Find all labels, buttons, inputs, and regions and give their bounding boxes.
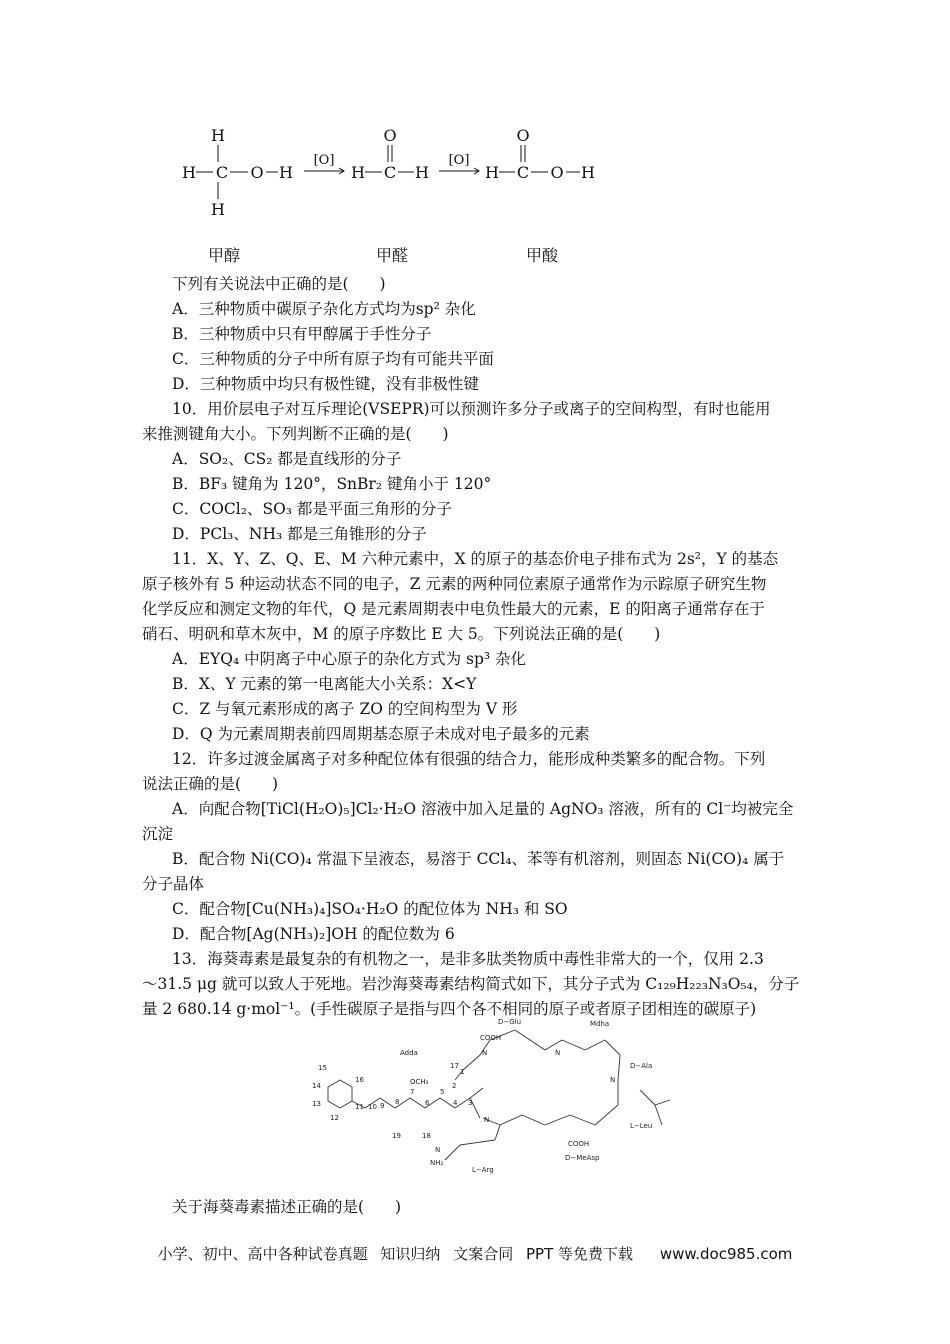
q12-line1: 12．许多过渡金属离子对多种配位体有很强的结合力，能形成种类繁多的配合物。下列	[172, 750, 766, 768]
q13-line1: 13．海葵毒素是最复杂的有机物之一，是非多肽类物质中毒性非常大的一个，仅用 2.3	[172, 950, 764, 968]
q10-line1: 10．用价层电子对互斥理论(VSEPR)可以预测许多分子或离子的空间构型，有时也能用	[172, 400, 771, 418]
q10-line2: 来推测键角大小。下列判断不正确的是( )	[142, 425, 449, 443]
label-och3: OCH₃	[410, 1078, 429, 1086]
num-5: 5	[440, 1088, 445, 1096]
q11-option-c: C．Z 与氧元素形成的离子 ZO 的空间构型为 V 形	[172, 700, 518, 718]
q10-option-b: B．BF₃ 键角为 120°，SnBr₂ 键角小于 120°	[172, 475, 492, 493]
footer-url-link[interactable]: www.doc985.com	[659, 1245, 793, 1263]
q10-option-a: A．SO₂、CS₂ 都是直线形的分子	[172, 450, 402, 468]
label-mdha: Mdha	[590, 1020, 610, 1028]
toxin-structure	[300, 1010, 680, 1180]
q11-option-b: B．X、Y 元素的第一电离能大小关系：X<Y	[172, 675, 477, 693]
label-formic-acid: 甲酸	[525, 246, 559, 265]
num-8: 8	[395, 1098, 400, 1106]
q13-stem: 关于海葵毒素描述正确的是( )	[172, 1198, 402, 1216]
toxin-svg	[300, 1010, 680, 1180]
q11-line3: 化学反应和测定文物的年代，Q 是元素周期表中电负性最大的元素，E 的阳离子通常存在于	[142, 600, 765, 618]
arrow2-label: [O]	[448, 153, 470, 168]
num-9: 9	[380, 1102, 385, 1110]
q11-line2: 原子核外有 5 种运动状态不同的电子，Z 元素的两种同位素原子通常作为示踪原子研究生物	[142, 575, 767, 593]
q11-line1: 11．X、Y、Z、Q、E、M 六种元素中，X 的原子的基态价电子排布式为 2s²，Y 的基态	[172, 550, 779, 568]
q11-line4: 硝石、明矾和草木灰中，M 的原子序数比 E 大 5。下列说法正确的是( )	[142, 625, 661, 643]
formaldehyde-h-left: H	[351, 163, 365, 182]
q12-option-d: D．配合物[Ag(NH₃)₂]OH 的配位数为 6	[172, 925, 455, 943]
q12-option-c: C．配合物[Cu(NH₃)₄]SO₄·H₂O 的配位体为 NH₃ 和 SO	[172, 900, 568, 918]
q9-option-c: C．三种物质的分子中所有原子均有可能共平面	[172, 350, 494, 368]
num-17: 17	[450, 1062, 459, 1070]
label-dmeasp: D−MeAsp	[565, 1154, 600, 1162]
scheme-svg	[160, 118, 620, 268]
methanol-c: C	[215, 163, 229, 182]
q12-option-b-line2: 分子晶体	[142, 875, 205, 893]
q9-option-a: A．三种物质中碳原子杂化方式均为sp² 杂化	[172, 300, 476, 318]
q12-option-a-line1: A．向配合物[TiCl(H₂O)₅]Cl₂·H₂O 溶液中加入足量的 AgNO₃ 溶液，所有的 Cl⁻均被完全	[172, 800, 794, 818]
label-dglu: D−Glu	[498, 1018, 522, 1026]
num-1: 1	[460, 1068, 465, 1076]
num-14: 14	[312, 1082, 321, 1090]
label-lleu: L−Leu	[630, 1122, 653, 1130]
num-7: 7	[410, 1088, 415, 1096]
label-cooh-1: COOH	[480, 1034, 502, 1042]
formaldehyde-h-right: H	[415, 163, 429, 182]
num-13: 13	[312, 1100, 321, 1108]
label-methanol: 甲醇	[207, 246, 241, 265]
oxidation-scheme	[160, 118, 620, 268]
methanol-o: O	[250, 163, 264, 182]
formic-h-left: H	[485, 163, 499, 182]
label-n-5: N	[435, 1146, 441, 1154]
q10-option-d: D．PCl₃、NH₃ 都是三角锥形的分子	[172, 525, 427, 543]
num-4: 4	[453, 1099, 458, 1107]
formic-o-top: O	[516, 126, 530, 145]
num-6: 6	[425, 1099, 430, 1107]
label-cooh-2: COOH	[568, 1140, 590, 1148]
label-larg: L−Arg	[472, 1166, 494, 1174]
footer	[0, 1243, 950, 1264]
q9-option-b: B．三种物质中只有甲醇属于手性分子	[172, 325, 432, 343]
label-dala: D−Ala	[630, 1062, 653, 1070]
label-n-4: N	[484, 1116, 490, 1124]
methanol-h-bottom: H	[211, 200, 225, 219]
formaldehyde-o: O	[383, 126, 397, 145]
num-18: 18	[422, 1132, 431, 1140]
q12-option-a-line2: 沉淀	[142, 825, 174, 843]
q9-option-d: D．三种物质中均只有极性键，没有非极性键	[172, 375, 479, 393]
label-nh2: NH₂	[430, 1159, 444, 1167]
arrow1-label: [O]	[313, 153, 335, 168]
num-19: 19	[392, 1132, 401, 1140]
q10-option-c: C．COCl₂、SO₃ 都是平面三角形的分子	[172, 500, 452, 518]
label-n-2: N	[555, 1049, 561, 1057]
q11-option-d: D．Q 为元素周期表前四周期基态原子未成对电子最多的元素	[172, 725, 590, 743]
label-adda: Adda	[400, 1049, 418, 1057]
footer-text-2: 知识归纳	[380, 1245, 441, 1263]
footer-text-3: 文案合同	[453, 1245, 514, 1263]
formic-o: O	[550, 163, 564, 182]
q12-line2: 说法正确的是( )	[142, 775, 279, 793]
formic-h-right: H	[581, 163, 595, 182]
label-formaldehyde: 甲醛	[375, 246, 409, 265]
q13-line3: 量 2 680.14 g·mol⁻¹。(手性碳原子是指与四个各不相同的原子或者原子团相连的碳原子)	[142, 1000, 757, 1018]
toxin-bonds	[328, 1030, 670, 1160]
q12-option-b-line1: B．配合物 Ni(CO)₄ 常温下呈液态，易溶于 CCl₄、苯等有机溶剂，则固态 Ni(CO)₄ 属于	[172, 850, 785, 868]
label-n-3: N	[610, 1076, 616, 1084]
num-2: 2	[452, 1082, 457, 1090]
formaldehyde-c: C	[383, 163, 397, 182]
q13-line2: ～31.5 μg 就可以致人于死地。岩沙海葵毒素结构简式如下，其分子式为 C₁₂₉H₂₂₃N₃O₅₄，分子	[142, 975, 800, 993]
methanol-h-right: H	[279, 163, 293, 182]
num-3: 3	[468, 1099, 473, 1107]
label-n-1: N	[482, 1049, 488, 1057]
num-11: 11	[355, 1103, 364, 1111]
formic-c: C	[516, 163, 530, 182]
num-10: 10	[368, 1103, 377, 1111]
footer-text-4: PPT 等免费下载	[526, 1245, 634, 1263]
num-16: 16	[355, 1076, 364, 1084]
q11-option-a: A．EYQ₄ 中阴离子中心原子的杂化方式为 sp³ 杂化	[172, 650, 527, 668]
footer-text-1: 小学、初中、高中各种试卷真题	[157, 1245, 368, 1263]
methanol-h-top: H	[211, 126, 225, 145]
num-15: 15	[318, 1064, 327, 1072]
q9-stem: 下列有关说法中正确的是( )	[172, 275, 386, 293]
methanol-h-left: H	[182, 163, 196, 182]
num-12: 12	[330, 1114, 339, 1122]
